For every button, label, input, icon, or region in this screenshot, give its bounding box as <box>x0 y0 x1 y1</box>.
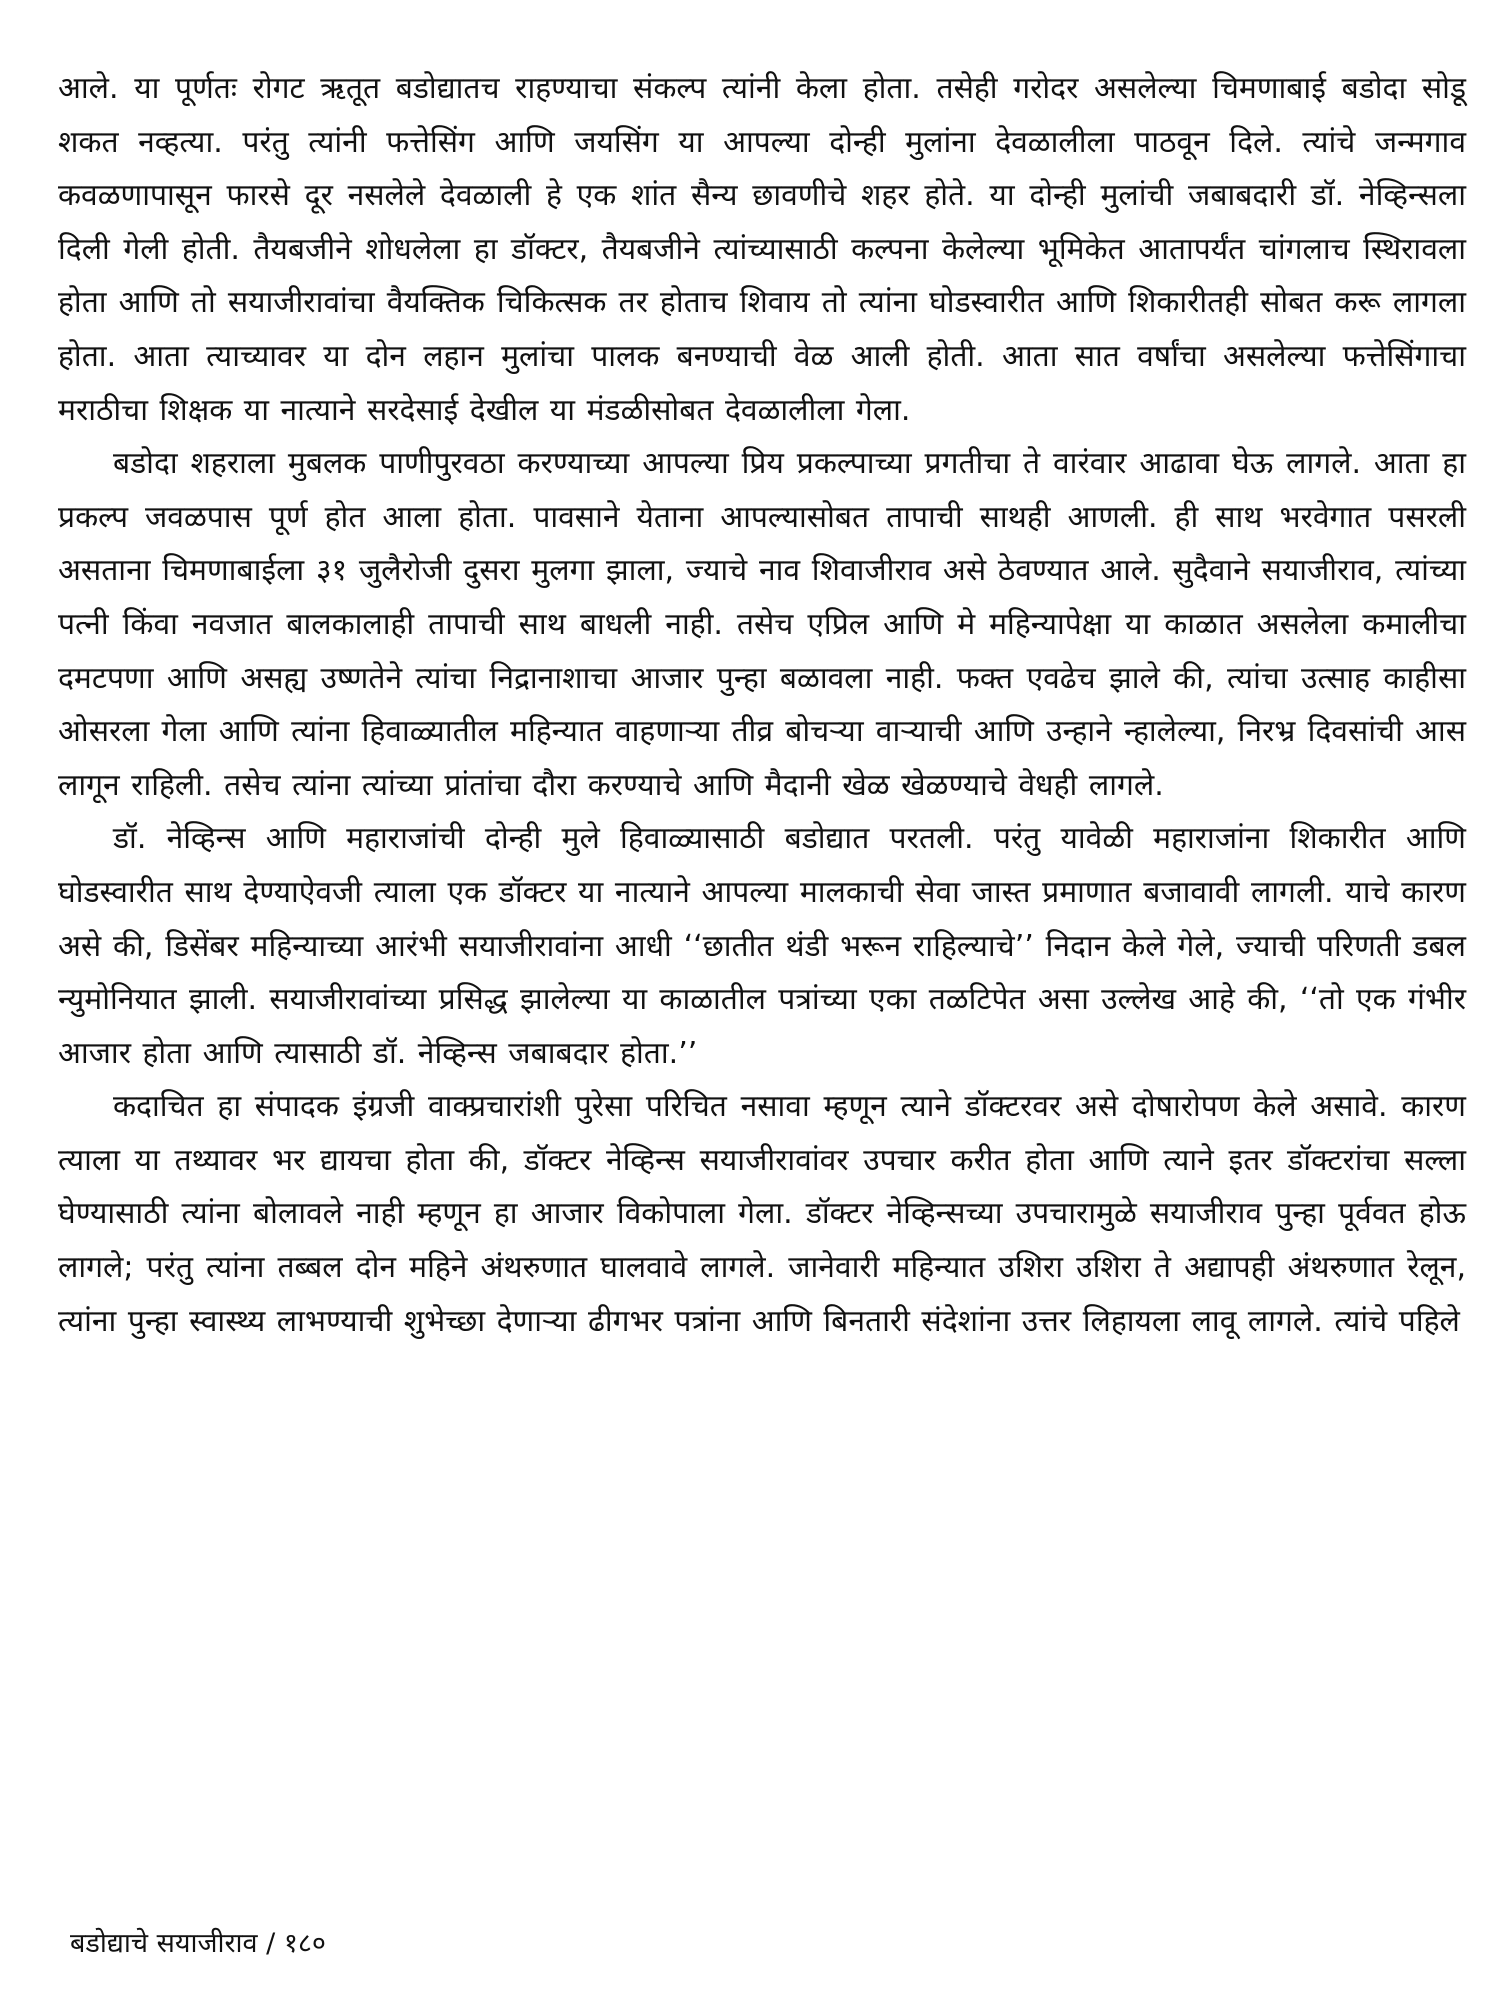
paragraph-1: आले. या पूर्णतः रोगट ऋतूत बडोद्यातच राहण्याचा संकल्प त्यांनी केला होता. तसेही गरोदर असलेल्या चिमणाबाई बडोदा सोडू शकत नव्हत्या. परंतु त्यांनी फत्तेसिंग आणि जयसिंग या आपल्या दोन्ही मुलांना देवळालीला पाठवून दिले. त्यांचे जन्मगाव कवळणापासून फारसे दूर नसलेले देवळाली हे एक शांत सैन्य छावणीचे शहर होते. या दोन्ही मुलांची जबाबदारी डॉ. नेव्हिन्सला दिली गेली होती. तैयबजीने शोधलेला हा डॉक्टर, तैयबजीने त्यांच्यासाठी कल्पना केलेल्या भूमिकेत आतापर्यंत चांगलाच स्थिरावला होता आणि तो सयाजीरावांचा वैयक्तिक चिकित्सक तर होताच शिवाय तो त्यांना घोडस्वारीत आणि शिकारीतही सोबत करू लागला होता. आता त्याच्यावर या दोन लहान मुलांचा पालक बनण्याची वेळ आली होती. आता सात वर्षांचा असलेल्या फत्तेसिंगाचा मराठीचा शिक्षक या नात्याने सरदेसाई देखील या मंडळीसोबत देवळालीला गेला. <box>58 71 1466 428</box>
page-footer: बडोद्याचे सयाजीराव / १८० <box>70 1928 326 1959</box>
paragraph-4: कदाचित हा संपादक इंग्रजी वाक्प्रचारांशी पुरेसा परिचित नसावा म्हणून त्याने डॉक्टरवर असे दोषारोपण केले असावे. कारण त्याला या तथ्यावर भर द्यायचा होता की, डॉक्टर नेव्हिन्स सयाजीरावांवर उपचार करीत होता आणि त्याने इतर डॉक्टरांचा सल्ला घेण्यासाठी त्यांना बोलावले नाही म्हणून हा आजार विकोपाला गेला. डॉक्टर नेव्हिन्सच्या उपचारामुळे सयाजीराव पुन्हा पूर्ववत होऊ लागले; परंतु त्यांना तब्बल दोन महिने अंथरुणात घालवावे लागले. जानेवारी महिन्यात उशिरा उशिरा ते अद्यापही अंथरुणात रेलून, त्यांना पुन्हा स्वास्थ्य लाभण्याची शुभेच्छा देणाऱ्या ढीगभर पत्रांना आणि बिनतारी संदेशांना उत्तर लिहायला लावू लागले. त्यांचे पहिले <box>58 1089 1466 1339</box>
paragraph-3: डॉ. नेव्हिन्स आणि महाराजांची दोन्ही मुले हिवाळ्यासाठी बडोद्यात परतली. परंतु यावेळी महाराजांना शिकारीत आणि घोडस्वारीत साथ देण्याऐवजी त्याला एक डॉक्टर या नात्याने आपल्या मालकाची सेवा जास्त प्रमाणात बजावावी लागली. याचे कारण असे की, डिसेंबर महिन्याच्या आरंभी सयाजीरावांना आधी ‘‘छातीत थंडी भरून राहिल्याचे’’ निदान केले गेले, ज्याची परिणती डबल न्युमोनियात झाली. सयाजीरावांच्या प्रसिद्ध झालेल्या या काळातील पत्रांच्या एका तळटिपेत असा उल्लेख आहे की, ‘‘तो एक गंभीर आजार होता आणि त्यासाठी डॉ. नेव्हिन्स जबाबदार होता.’’ <box>58 821 1466 1071</box>
page-body <box>58 62 1466 1348</box>
paragraph-2: बडोदा शहराला मुबलक पाणीपुरवठा करण्याच्या आपल्या प्रिय प्रकल्पाच्या प्रगतीचा ते वारंवार आढावा घेऊ लागले. आता हा प्रकल्प जवळपास पूर्ण होत आला होता. पावसाने येताना आपल्यासोबत तापाची साथही आणली. ही साथ भरवेगात पसरली असताना चिमणाबाईला ३१ जुलैरोजी दुसरा मुलगा झाला, ज्याचे नाव शिवाजीराव असे ठेवण्यात आले. सुदैवाने सयाजीराव, त्यांच्या पत्नी किंवा नवजात बालकालाही तापाची साथ बाधली नाही. तसेच एप्रिल आणि मे महिन्यापेक्षा या काळात असलेला कमालीचा दमटपणा आणि असह्य उष्णतेने त्यांचा निद्रानाशाचा आजार पुन्हा बळावला नाही. फक्त एवढेच झाले की, त्यांचा उत्साह काहीसा ओसरला गेला आणि त्यांना हिवाळ्यातील महिन्यात वाहणाऱ्या तीव्र बोचऱ्या वाऱ्याची आणि उन्हाने न्हालेल्या, निरभ्र दिवसांची आस लागून राहिली. तसेच त्यांना त्यांच्या प्रांतांचा दौरा करण्याचे आणि मैदानी खेळ खेळण्याचे वेधही लागले. <box>58 446 1466 803</box>
